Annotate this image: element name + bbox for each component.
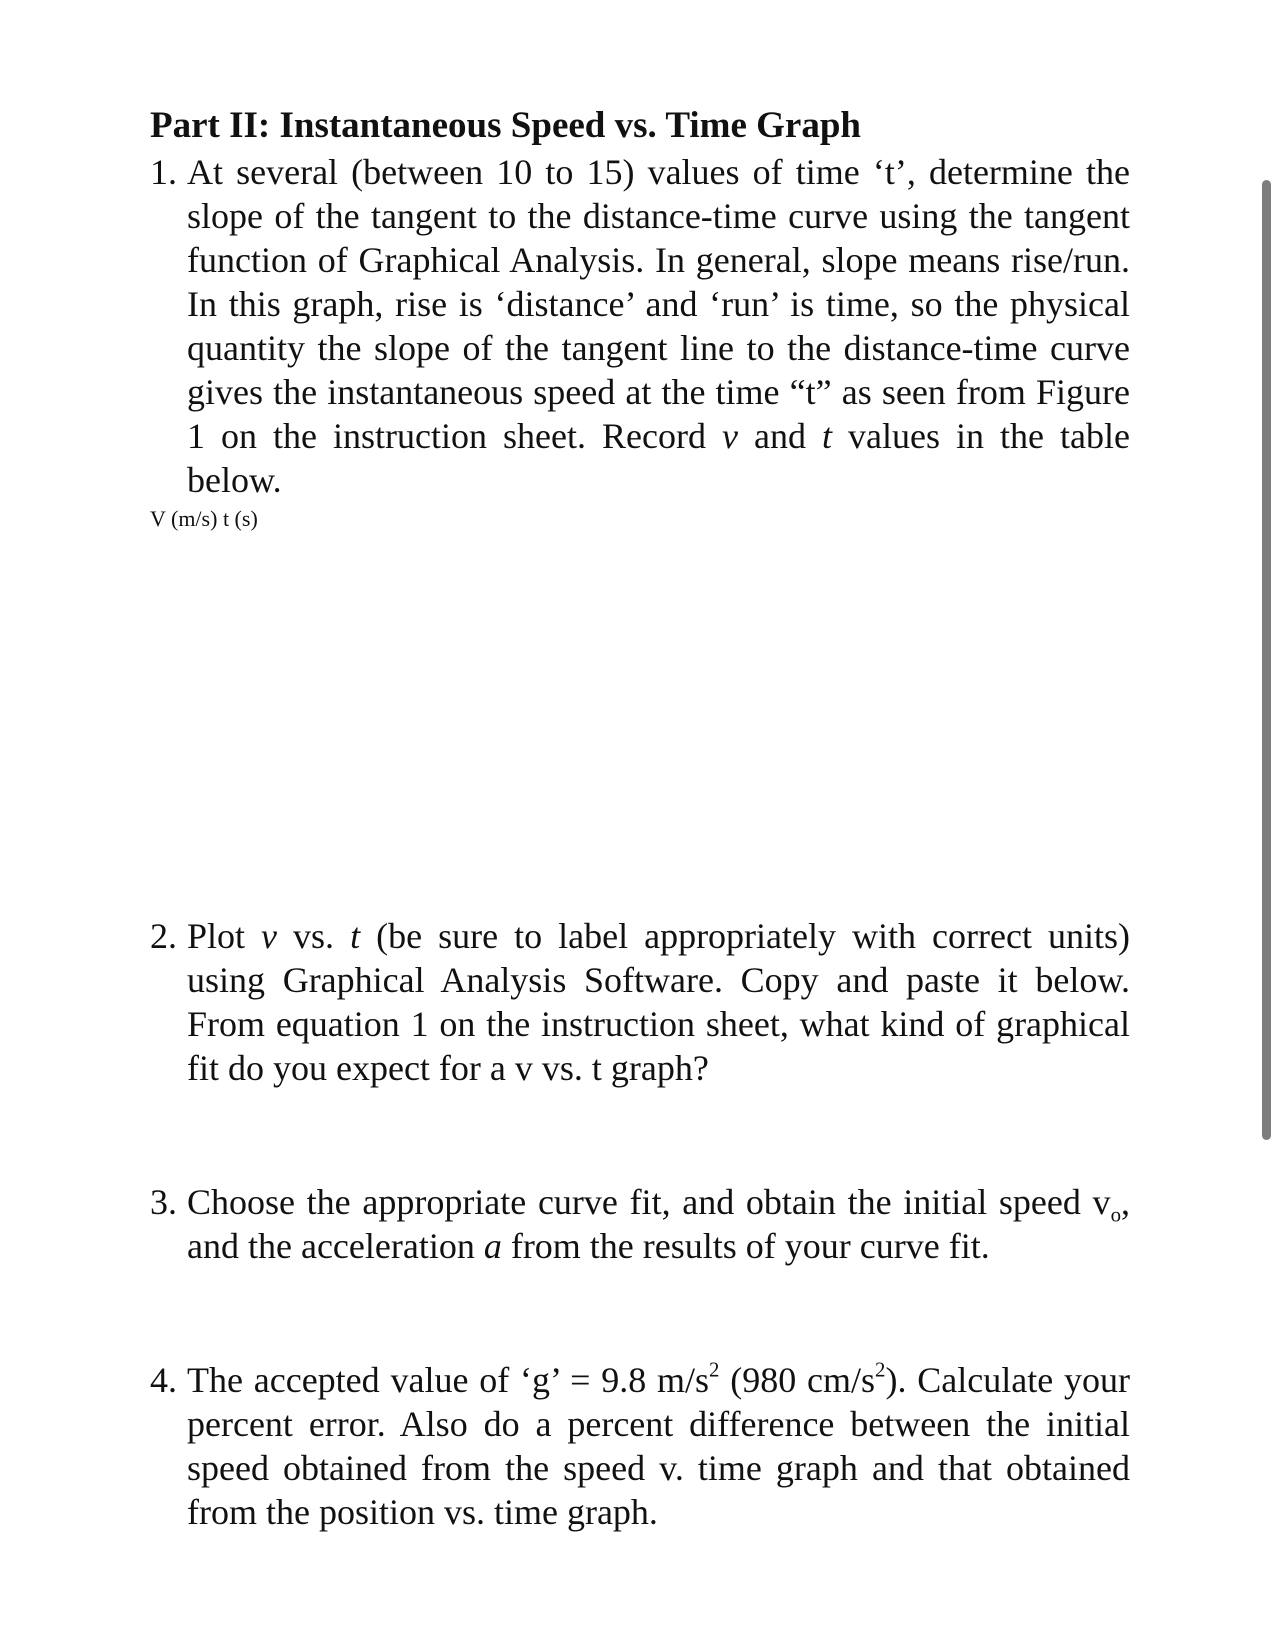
- subscript-o: o: [1110, 1202, 1121, 1227]
- section-heading: Part II: Instantaneous Speed vs. Time Graph: [150, 105, 861, 146]
- question-3: [150, 1180, 1130, 1268]
- variable-t: t: [822, 416, 833, 456]
- question-text: Plot v vs. t (be sure to label appropriately with correct units) using Graphical Analysis Software. Copy and paste it below. From equation 1 on the instruction sheet, what kind of graphical fit do you expect for a v vs. t graph?: [187, 916, 1130, 1088]
- superscript-2: 2: [875, 1357, 886, 1382]
- column-header-time: t (s): [222, 506, 258, 531]
- variable-v: v: [722, 416, 738, 456]
- question-1: [150, 150, 1130, 502]
- question-text: At several (between 10 to 15) values of time ‘t’, determine the slope of the tangent to the distance-time curve using the tangent function of Graphical Analysis. In general, slope means rise/run. In this graph, rise is ‘distance’ and ‘run’ is time, so the physical quantity the slope of the tangent line to the distance-time curve gives the instantaneous speed at the time “t” as seen from Figure 1 on the instruction sheet. Record v and t values in the table below.: [187, 152, 1130, 500]
- column-header-velocity: V (m/s): [150, 506, 218, 531]
- question-number: 3.: [150, 1182, 177, 1222]
- question-2: [150, 914, 1130, 1090]
- variable-a: a: [483, 1226, 502, 1266]
- variable-v: v: [261, 916, 278, 956]
- question-text: The accepted value of ‘g’ = 9.8 $m/s^2$ (980 $cm/s^2$). Calculate your percent error. Also do a percent difference between the initial speed obtained from the speed v. time graph and that obtained from the position vs. time graph.: [187, 1357, 1130, 1532]
- question-4: [150, 1358, 1130, 1534]
- question-number: 4.: [150, 1360, 177, 1400]
- question-number: 2.: [150, 916, 177, 956]
- question-number: 1.: [150, 152, 177, 192]
- table-header: [150, 506, 258, 532]
- question-text: Choose the appropriate curve fit, and obtain the initial speed $v_o$, and the acceleration a from the results of your curve fit.: [187, 1182, 1130, 1266]
- superscript-2: 2: [709, 1357, 720, 1382]
- vertical-scrollbar[interactable]: [1262, 180, 1271, 1140]
- variable-t: t: [350, 916, 361, 956]
